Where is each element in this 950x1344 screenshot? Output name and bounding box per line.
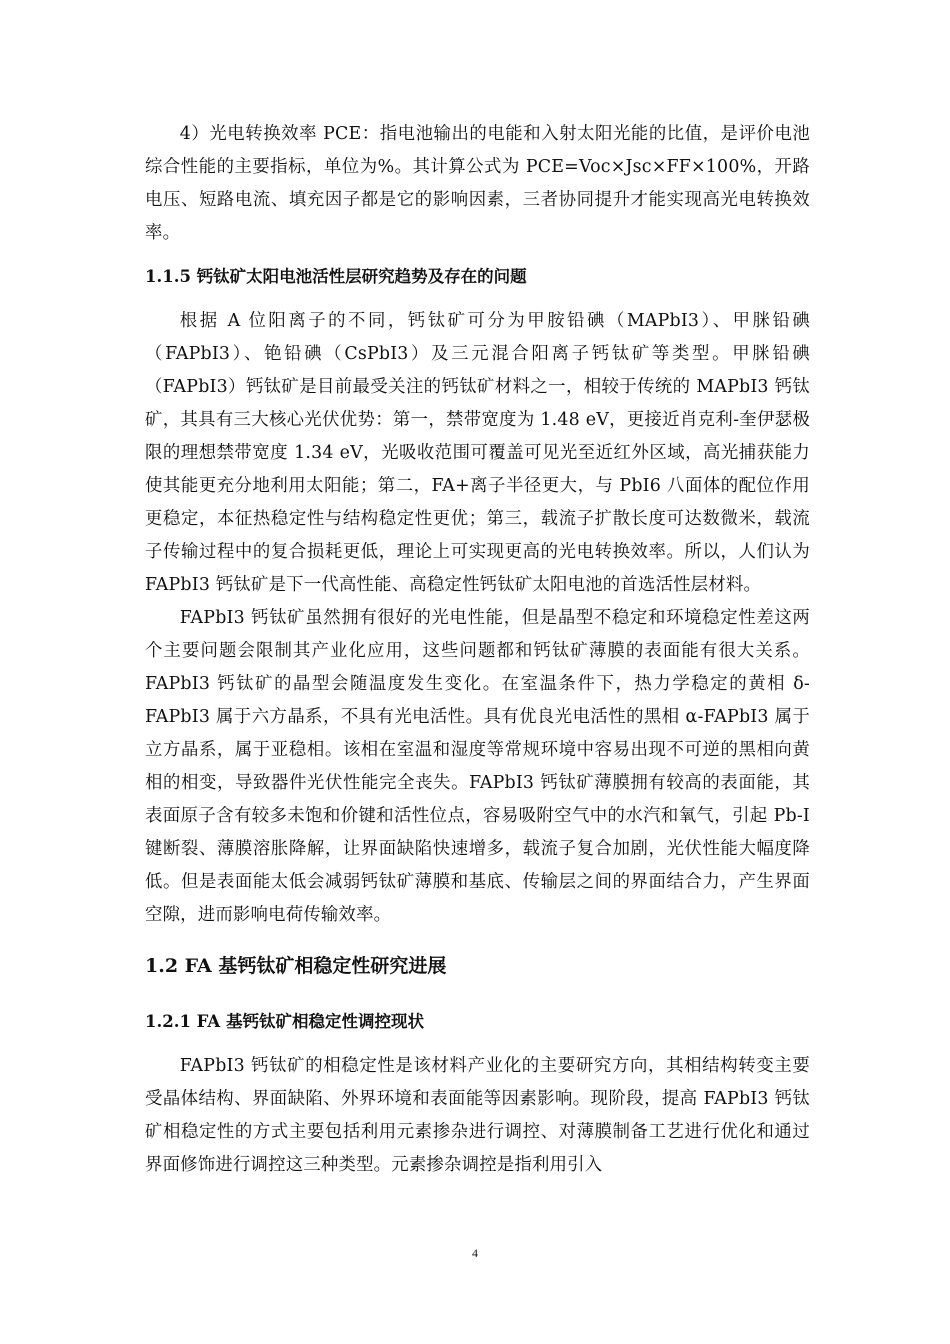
heading-1-2: 1.2 FA 基钙钛矿相稳定性研究进展 [145,955,447,977]
paragraph-a-site: 根据 A 位阳离子的不同，钙钛矿可分为甲胺铅碘（MAPbI3）、甲脒铅碘（FAPbI3）、铯铅碘（CsPbI3）及三元混合阳离子钙钛矿等类型。甲脒铅碘（FAPbI3）钙钛矿是目前最受关注的钙钛矿材料之一，相较于传统的 MAPbI3 钙钛矿，其具有三大核心光伏优势：第一，禁带宽度为 1.48 eV，更接近肖克利-奎伊瑟极限的理想禁带宽度 1.34 eV，光吸收范围可覆盖可见光至近红外区域，高光捕获能力使其能更充分地利用太阳能；第二，FA+离子半径更大，与 PbI6 八面体的配位作用更稳定，本征热稳定性与结构稳定性更优；第三，载流子扩散长度可达数微米，载流子传输过程中的复合损耗更低，理论上可实现更高的光电转换效率。所以，人们认为 FAPbI3 钙钛矿是下一代高性能、高稳定性钙钛矿太阳电池的首选活性层材料。 [145,311,810,595]
heading-1-1-5: 1.1.5 钙钛矿太阳电池活性层研究趋势及存在的问题 [145,267,527,286]
heading-1-2-1: 1.2.1 FA 基钙钛矿相稳定性调控现状 [145,1012,424,1031]
page-body [145,118,810,1182]
paragraph-phase-stability: FAPbI3 钙钛矿的相稳定性是该材料产业化的主要研究方向，其相结构转变主要受晶体结构、界面缺陷、外界环境和表面能等因素影响。现阶段，提高 FAPbI3 钙钛矿相稳定性的方式主要包括利用元素掺杂进行调控、对薄膜制备工艺进行优化和通过界面修饰进行调控这三种类型。元素掺杂调控是指利用引入 [145,1056,810,1175]
paragraph-pce: 4）光电转换效率 PCE：指电池输出的电能和入射太阳光能的比值，是评价电池综合性能的主要指标，单位为%。其计算公式为 PCE=Voc×Jsc×FF×100%，开路电压、短路电流、填充因子都是它的影响因素，三者协同提升才能实现高光电转换效率。 [145,124,810,243]
page-number: 4 [472,1246,478,1260]
paragraph-fapbi3-issues: FAPbI3 钙钛矿虽然拥有很好的光电性能，但是晶型不稳定和环境稳定性差这两个主要问题会限制其产业化应用，这些问题都和钙钛矿薄膜的表面能有很大关系。FAPbI3 钙钛矿的晶型会随温度发生变化。在室温条件下，热力学稳定的黄相 δ-FAPbI3 属于六方晶系，不具有光电活性。具有优良光电活性的黑相 α-FAPbI3 属于立方晶系，属于亚稳相。该相在室温和湿度等常规环境中容易出现不可逆的黑相向黄相的相变，导致器件光伏性能完全丧失。FAPbI3 钙钛矿薄膜拥有较高的表面能，其表面原子含有较多未饱和价键和活性位点，容易吸附空气中的水汽和氧气，引起 Pb-I 键断裂、薄膜溶胀降解，让界面缺陷快速增多，载流子复合加剧，光伏性能大幅度降低。但是表面能太低会减弱钙钛矿薄膜和基底、传输层之间的界面结合力，产生界面空隙，进而影响电荷传输效率。 [145,608,810,925]
